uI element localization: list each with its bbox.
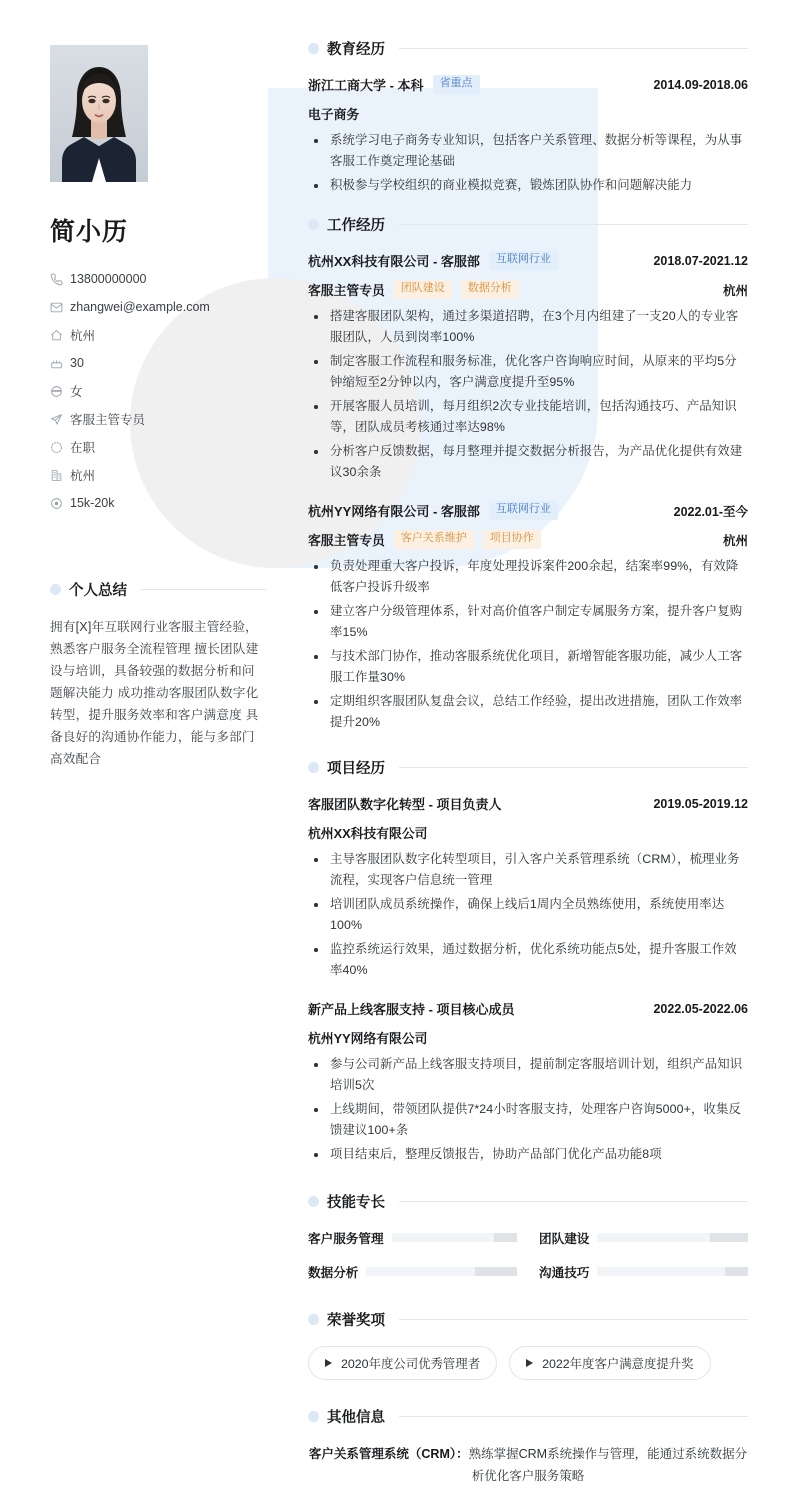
target-icon	[50, 497, 70, 510]
contact-phone	[50, 265, 266, 293]
skill-progress-fill	[725, 1267, 748, 1276]
section-divider	[399, 224, 748, 225]
work-location: 杭州	[722, 283, 748, 298]
skill-item	[308, 1228, 517, 1247]
award-label: 2020年度公司优秀管理者	[341, 1357, 481, 1371]
skill-progress-bar	[366, 1267, 517, 1276]
skill-label: 团队建设	[539, 1232, 590, 1246]
section-title: 荣誉奖项	[327, 1313, 385, 1329]
skill-label: 数据分析	[308, 1266, 359, 1280]
list-item: 监控系统运行效果，通过数据分析，优化系统功能点5处，提升客服工作效率40%	[308, 939, 748, 981]
contact-value: 杭州	[70, 469, 96, 483]
date-range: 2022.01-至今	[673, 504, 748, 519]
list-item: 项目结束后，整理反馈报告，协助产品部门优化产品功能8项	[308, 1144, 748, 1165]
paper-plane-icon	[50, 413, 70, 426]
industry-badge: 互联网行业	[489, 501, 558, 519]
contact-value: zhangwei@example.com	[70, 300, 210, 314]
sidebar	[0, 0, 290, 1428]
entry-header	[308, 999, 748, 1018]
list-item: 主导客服团队数字化转型项目，引入客户关系管理系统（CRM），梳理业务流程，实现客户信息统一管理	[308, 849, 748, 891]
skill-badge: 客户关系维护	[394, 530, 474, 548]
portrait-photo-icon	[50, 45, 148, 182]
section-dot-icon	[308, 762, 319, 773]
project-bullets	[308, 1054, 748, 1165]
skill-progress-bar	[597, 1233, 748, 1242]
status-badge: 省重点	[433, 75, 480, 93]
school-name: 浙江工商大学 - 本科	[308, 78, 424, 93]
awards-list	[308, 1346, 748, 1380]
contact-value: 在职	[70, 441, 96, 455]
contact-list	[50, 265, 266, 517]
gender-icon	[50, 385, 70, 398]
entry-subheader	[308, 280, 748, 299]
education-bullets	[308, 130, 748, 196]
summary-header	[50, 579, 266, 600]
skill-item	[308, 1262, 517, 1281]
date-range: 2018.07-2021.12	[653, 253, 748, 268]
skill-badge: 数据分析	[461, 280, 519, 298]
skill-item	[539, 1262, 748, 1281]
entry-header	[308, 794, 748, 813]
date-range: 2014.09-2018.06	[653, 77, 748, 92]
list-item: 培训团队成员系统操作，确保上线后1周内全员熟练使用，系统使用率达100%	[308, 894, 748, 936]
contact-work-city	[50, 461, 266, 489]
projects-header	[308, 757, 748, 778]
work-entry	[308, 501, 748, 733]
section-title: 其他信息	[327, 1410, 385, 1426]
entry-header	[308, 75, 748, 94]
section-divider	[399, 1319, 748, 1320]
list-item: 负责处理重大客户投诉，年度处理投诉案件200余起，结案率99%，有效降低客户投诉升级率	[308, 556, 748, 598]
skills-header	[308, 1191, 748, 1212]
play-triangle-icon	[325, 1359, 332, 1367]
skill-item	[539, 1228, 748, 1247]
award-chip[interactable]	[509, 1346, 710, 1380]
building-icon	[50, 469, 70, 482]
job-title: 客服主管专员	[308, 533, 385, 548]
date-range: 2022.05-2022.06	[653, 1001, 748, 1016]
section-title: 工作经历	[327, 218, 385, 234]
project-entry	[308, 794, 748, 981]
work-bullets	[308, 306, 748, 483]
project-company: 杭州XX科技有限公司	[308, 826, 428, 841]
skill-progress-fill	[494, 1233, 517, 1242]
entry-header	[308, 501, 748, 520]
list-item: 分析客户反馈数据，每月整理并提交数据分析报告，为产品优化提供有效建议30余条	[308, 441, 748, 483]
list-item: 上线期间，带领团队提供7*24小时客服支持，处理客户咨询5000+，收集反馈建议100+条	[308, 1099, 748, 1141]
home-icon	[50, 329, 70, 342]
other-info-header	[308, 1406, 748, 1427]
award-chip[interactable]	[308, 1346, 497, 1380]
status-icon	[50, 441, 70, 454]
awards-header	[308, 1309, 748, 1330]
list-item: 开展客服人员培训，每月组织2次专业技能培训，包括沟通技巧、产品知识等，团队成员考核通过率达98%	[308, 396, 748, 438]
avatar	[50, 45, 148, 182]
education-entry	[308, 75, 748, 196]
projects-section	[308, 757, 748, 1165]
contact-value: 女	[70, 385, 83, 399]
section-divider	[141, 589, 266, 590]
contact-value: 30	[70, 356, 84, 370]
contact-value: 13800000000	[70, 272, 147, 286]
section-divider	[399, 1416, 748, 1417]
section-title: 个人总结	[69, 583, 127, 599]
section-dot-icon	[308, 1314, 319, 1325]
contact-gender	[50, 377, 266, 405]
contact-value: 杭州	[70, 329, 96, 343]
section-dot-icon	[50, 584, 61, 595]
list-item: 积极参与学校组织的商业模拟竞赛，锻炼团队协作和问题解决能力	[308, 175, 748, 196]
company-name: 杭州YY网络有限公司 - 客服部	[308, 504, 480, 519]
project-company: 杭州YY网络有限公司	[308, 1031, 428, 1046]
entry-subheader	[308, 530, 748, 549]
skill-progress-bar	[392, 1233, 517, 1242]
summary-text: 拥有[X]年互联网行业客服主管经验，熟悉客户服务全流程管理 擅长团队建设与培训，具备较强的数据分析和问题解决能力 成功推动客服团队数字化转型，提升服务效率和客户满意度 具备良好的沟通协作能力，能与多部门高效配合	[50, 620, 259, 766]
contact-value: 客服主管专员	[70, 413, 146, 427]
contact-salary	[50, 489, 266, 517]
section-dot-icon	[308, 1196, 319, 1207]
other-info-text	[308, 1443, 748, 1487]
section-divider	[399, 48, 748, 49]
mail-icon	[50, 301, 70, 314]
education-section	[308, 38, 748, 196]
list-item: 与技术部门协作，推动客服系统优化项目，新增智能客服功能，减少人工客服工作量30%	[308, 646, 748, 688]
section-title: 教育经历	[327, 42, 385, 58]
company-name: 杭州XX科技有限公司 - 客服部	[308, 254, 480, 269]
other-info-label: 客户关系管理系统（CRM）：	[308, 1447, 469, 1461]
work-section	[308, 214, 748, 733]
skill-label: 沟通技巧	[539, 1266, 590, 1280]
major-name: 电子商务	[308, 107, 360, 122]
award-label: 2022年度客户满意度提升奖	[542, 1357, 694, 1371]
list-item: 搭建客服团队架构，通过多渠道招聘，在3个月内组建了一支20人的专业客服团队，人员到岗率100%	[308, 306, 748, 348]
work-header	[308, 214, 748, 235]
cake-icon	[50, 357, 70, 370]
skill-badge: 团队建设	[394, 280, 452, 298]
work-bullets	[308, 556, 748, 733]
education-header	[308, 38, 748, 59]
list-item: 系统学习电子商务专业知识，包括客户关系管理、数据分析等课程，为从事客服工作奠定理论基础	[308, 130, 748, 172]
section-dot-icon	[308, 1411, 319, 1422]
work-location: 杭州	[722, 533, 748, 548]
list-item: 参与公司新产品上线客服支持项目，提前制定客服培训计划，组织产品知识培训5次	[308, 1054, 748, 1096]
contact-email	[50, 293, 266, 321]
skill-grid	[308, 1228, 748, 1281]
section-title: 项目经历	[327, 761, 385, 777]
summary-section	[50, 579, 266, 770]
project-name: 客服团队数字化转型 - 项目负责人	[308, 797, 502, 812]
skill-progress-fill	[475, 1267, 517, 1276]
section-dot-icon	[308, 43, 319, 54]
skill-progress-bar	[597, 1267, 748, 1276]
contact-job-status	[50, 433, 266, 461]
industry-badge: 互联网行业	[489, 251, 558, 269]
section-divider	[399, 767, 748, 768]
work-entry	[308, 251, 748, 483]
other-info-section	[308, 1406, 748, 1487]
date-range: 2019.05-2019.12	[653, 796, 748, 811]
project-entry	[308, 999, 748, 1165]
list-item: 制定客服工作流程和服务标准，优化客户咨询响应时间，从原来的平均5分钟缩短至2分钟以内，客户满意度提升至95%	[308, 351, 748, 393]
contact-hometown	[50, 321, 266, 349]
skill-progress-fill	[710, 1233, 748, 1242]
list-item: 建立客户分级管理体系，针对高价值客户制定专属服务方案，提升客户复购率15%	[308, 601, 748, 643]
entry-header	[308, 251, 748, 270]
contact-position	[50, 405, 266, 433]
play-triangle-icon	[526, 1359, 533, 1367]
skill-label: 客户服务管理	[308, 1232, 384, 1246]
job-title: 客服主管专员	[308, 283, 385, 298]
skills-section	[308, 1191, 748, 1281]
contact-value: 15k-20k	[70, 496, 115, 510]
contact-age	[50, 349, 266, 377]
section-dot-icon	[308, 219, 319, 230]
project-bullets	[308, 849, 748, 981]
other-info-value: 熟练掌握CRM系统操作与管理，能通过系统数据分析优化客户服务策略	[468, 1447, 748, 1483]
list-item: 定期组织客服团队复盘会议，总结工作经验，提出改进措施，团队工作效率提升20%	[308, 691, 748, 733]
section-title: 技能专长	[327, 1195, 385, 1211]
awards-section	[308, 1309, 748, 1380]
section-divider	[399, 1201, 748, 1202]
skill-badge: 项目协作	[483, 530, 541, 548]
project-name: 新产品上线客服支持 - 项目核心成员	[308, 1002, 515, 1017]
page-title: 简小历	[50, 218, 129, 246]
main-content	[308, 38, 748, 1491]
phone-icon	[50, 273, 70, 286]
